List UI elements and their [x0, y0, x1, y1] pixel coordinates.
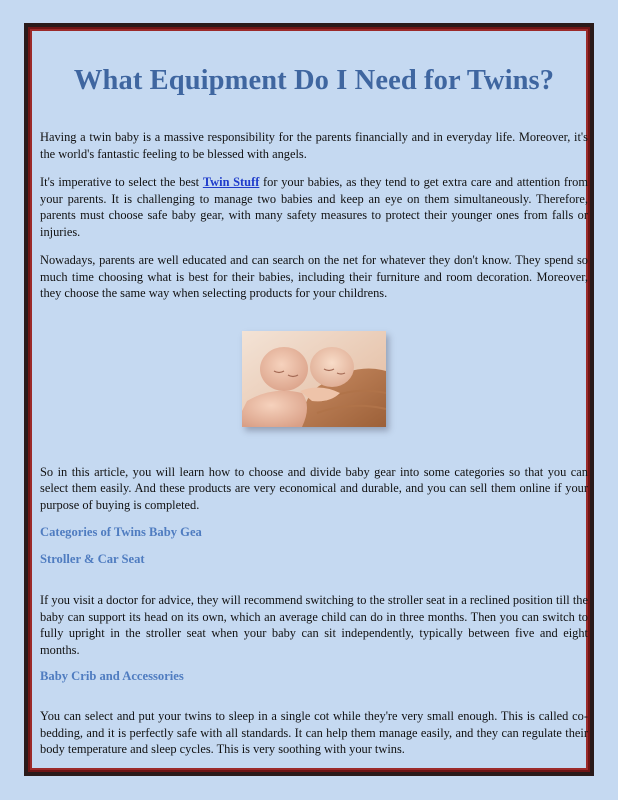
paragraph-text: It's imperative to select the best	[40, 175, 203, 189]
stroller-paragraph: If you visit a doctor for advice, they will recommend switching to the stroller seat in a reclined position till the baby can support its head on its own, which an average child can do in three months. Then you can switch to fully upright in the stroller seat when your baby can sit independently, typically between five and eight months.	[40, 593, 588, 657]
crib-heading: Baby Crib and Accessories	[40, 669, 184, 683]
crib-paragraph: You can select and put your twins to sleep in a single cot while they're very small enough. This is called co-bedding, and it is perfectly safe with all standards. It can help them manage easily, and they can regulate their body temperature and sleep cycles. This is very soothing with your twins.	[40, 709, 588, 756]
categories-heading: Categories of Twins Baby Gea	[40, 525, 202, 539]
intro-paragraph: Having a twin baby is a massive responsibility for the parents financially and in everyday life. Moreover, it's the world's fantastic feeling to be blessed with angels.	[40, 130, 588, 161]
parents-paragraph: Nowadays, parents are well educated and can search on the net for whatever they don't know. They spend so much time choosing what is best for their babies, including their furniture and room decoration. Moreover, they choose the same way when selecting products for your childrens.	[40, 253, 588, 300]
paragraph-text: for your babies, as they tend to get extra care and attention from your parents. It is challenging to manage two babies and keep an eye on them simultaneously. Therefore, parents must choose safe baby gear, with many safety measures to protect their younger ones from falls or injuries.	[40, 175, 588, 239]
twin-stuff-link[interactable]: Twin Stuff	[202, 175, 260, 189]
page-frame-outer	[24, 23, 594, 776]
page-title: What Equipment Do I Need for Twins?	[73, 65, 555, 96]
twin-babies-illustration	[242, 331, 386, 427]
stroller-heading: Stroller & Car Seat	[40, 552, 145, 566]
article-overview-paragraph: So in this article, you will learn how to choose and divide baby gear into some categories so that you can select them easily. And these products are very economical and durable, and you can sell them online if your purpose of buying is completed.	[40, 464, 588, 512]
page-frame-inner	[30, 29, 588, 770]
twin-stuff-paragraph	[40, 174, 588, 240]
twin-babies-photo	[242, 331, 386, 427]
article	[40, 31, 588, 758]
